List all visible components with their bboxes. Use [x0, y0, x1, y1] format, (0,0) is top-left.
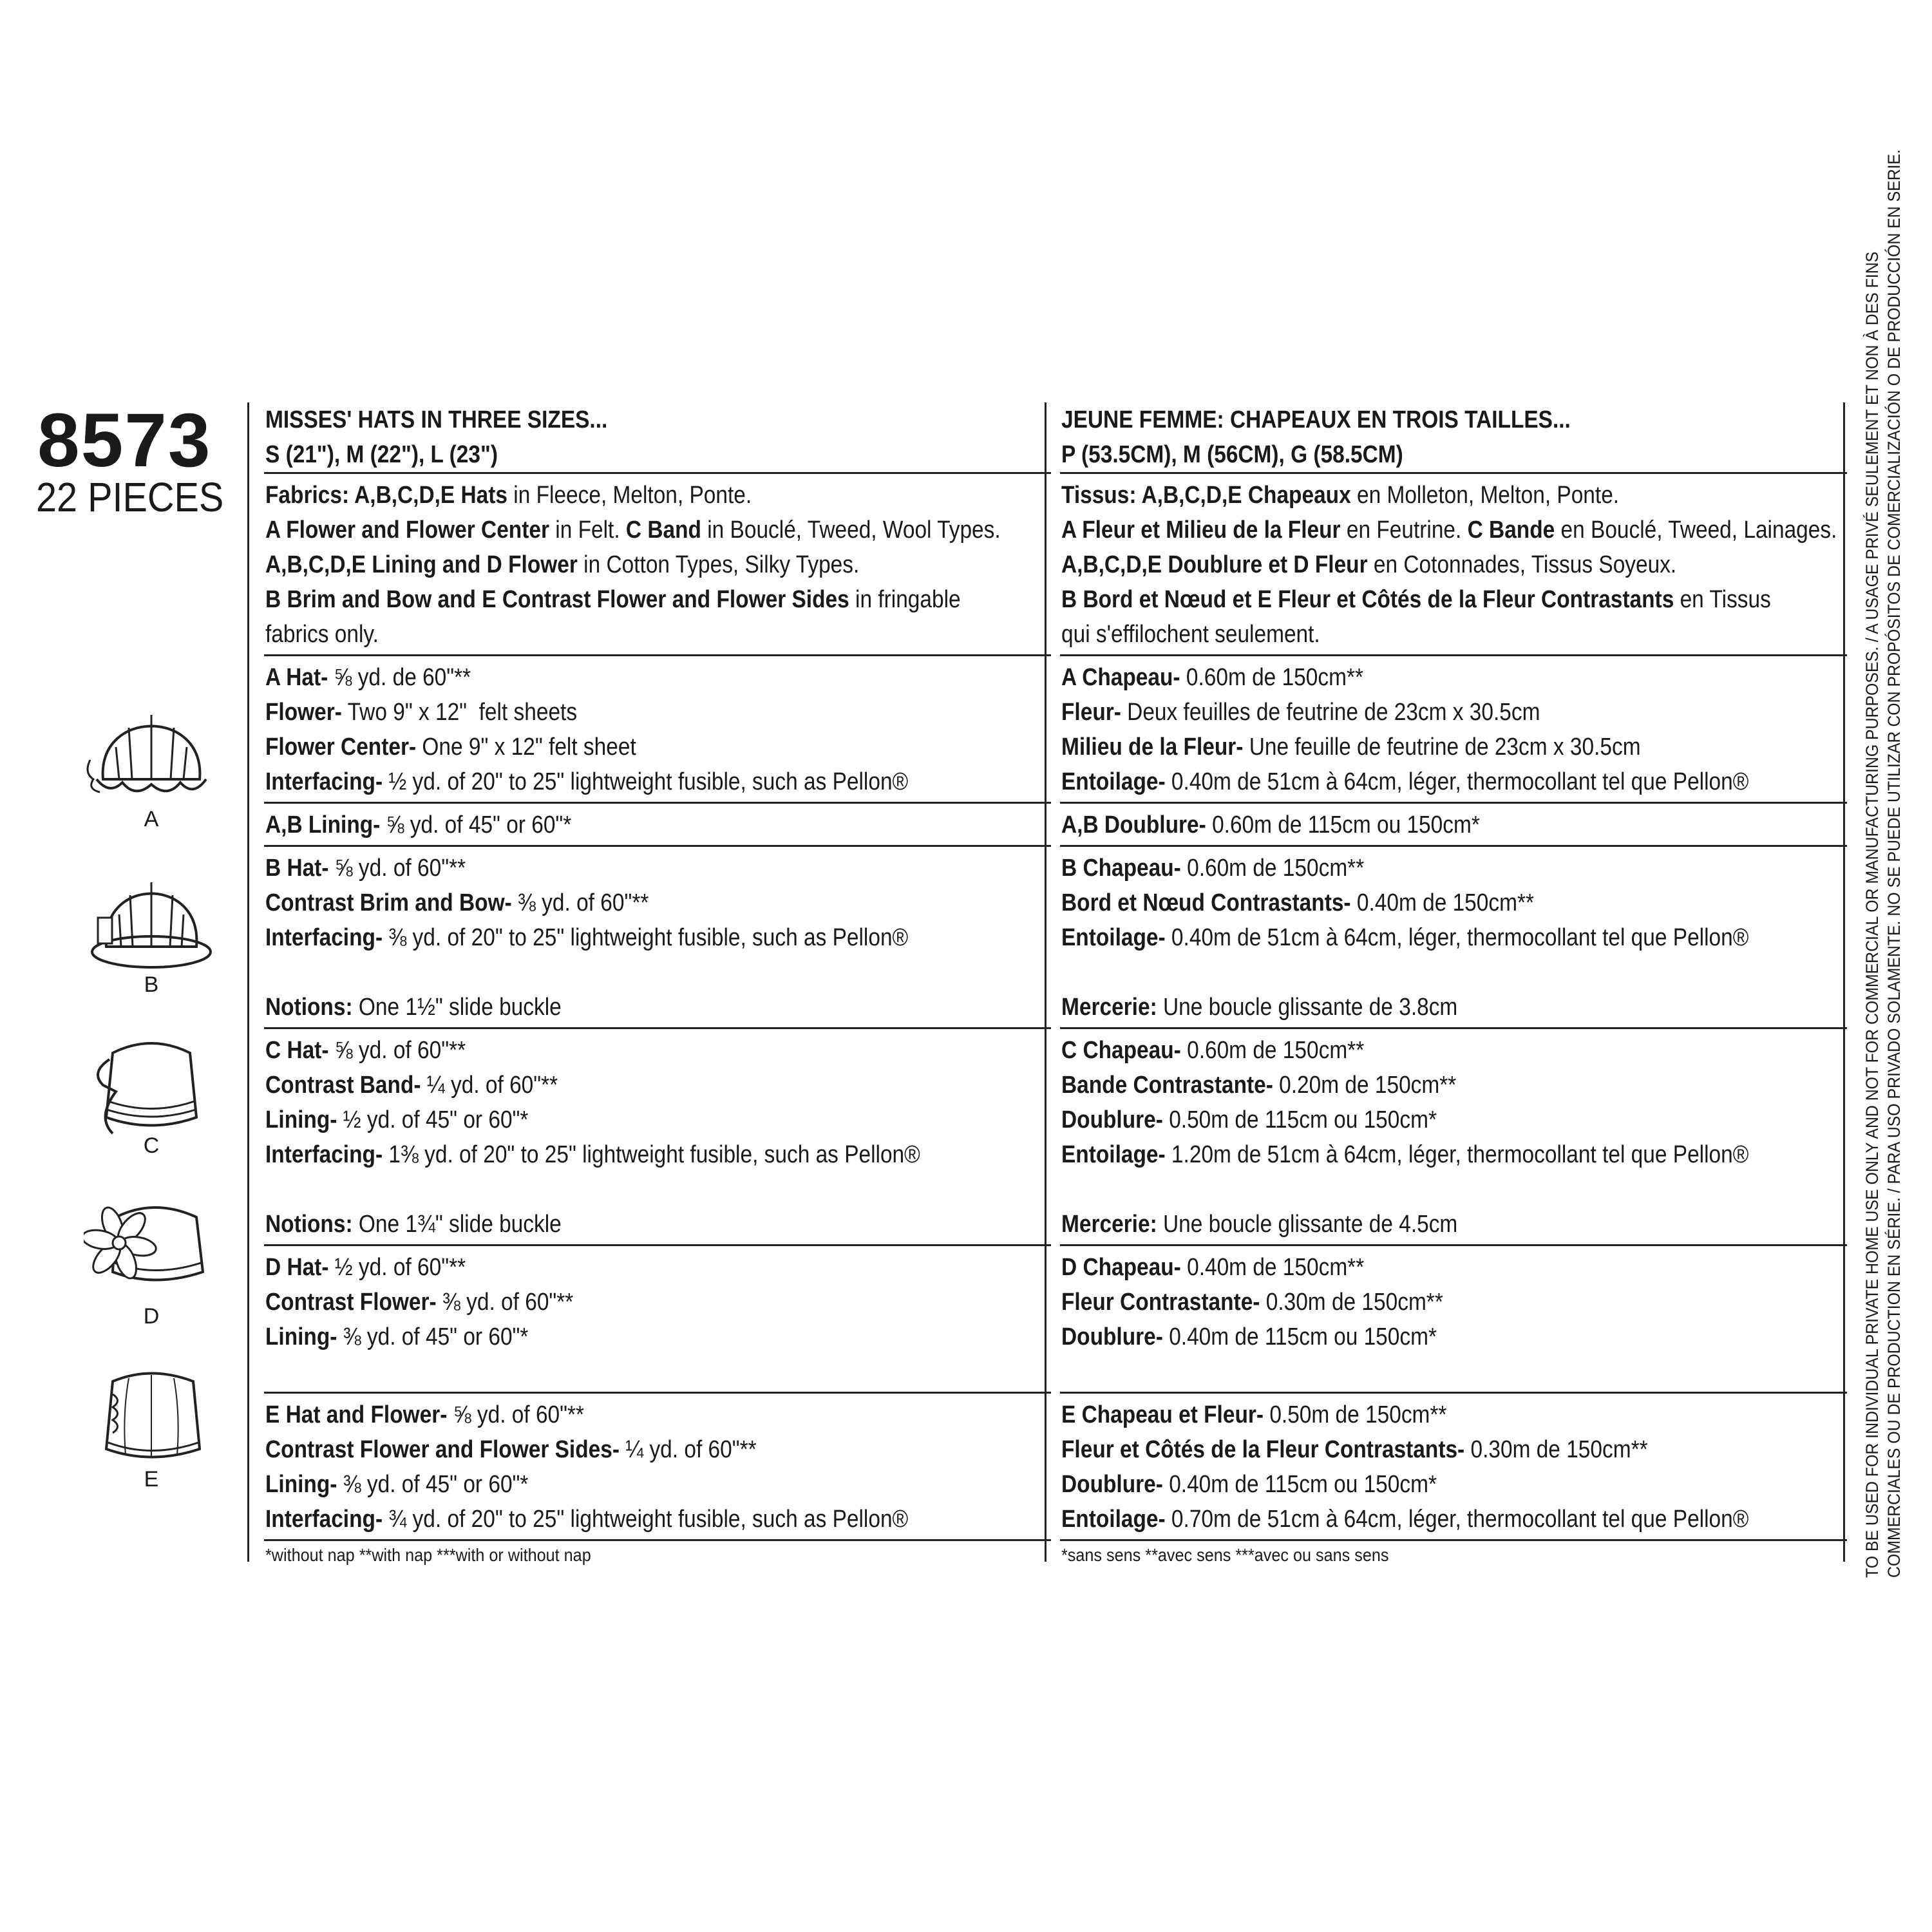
spec-line	[265, 1320, 957, 1354]
spec-text: ⅜ yd. of 45" or 60"*	[337, 1471, 529, 1498]
spec-line	[1061, 1250, 1753, 1285]
english-view-a	[265, 656, 1051, 802]
spec-text: in Felt.	[549, 516, 626, 544]
spec-line	[1061, 990, 1753, 1025]
spec-label: Flower Center-	[265, 734, 417, 761]
french-sizes: P (53.5CM), M (56CM), G (58.5CM)	[1061, 441, 1403, 468]
spec-line	[265, 764, 957, 799]
usage-disclaimer	[1861, 149, 1905, 1578]
spec-text: 0.30m de 150cm**	[1260, 1289, 1443, 1316]
spec-line	[1061, 1432, 1753, 1467]
spec-text: ⅝ yd. of 60"**	[447, 1401, 585, 1428]
spec-label: A,B Doublure-	[1061, 811, 1206, 838]
spec-label: Interfacing-	[265, 768, 383, 795]
spec-line	[1061, 1137, 1753, 1172]
spec-line	[265, 547, 957, 582]
spec-text: ½ yd. of 20" to 25" lightweight fusible, such as Pellon®	[383, 768, 909, 795]
spec-line	[1061, 851, 1753, 886]
spec-label: Bord et Nœud Contrastants-	[1061, 889, 1351, 916]
spec-text: in Cotton Types, Silky Types.	[577, 551, 860, 578]
spec-text: Une boucle glissante de 4.5cm	[1157, 1211, 1458, 1238]
spec-line	[265, 1467, 957, 1502]
spec-label: C Band	[625, 516, 701, 544]
spec-label: E Hat and Flower-	[265, 1401, 448, 1428]
spec-text: 0.40m de 150cm**	[1350, 889, 1534, 916]
spec-text: 0.60m de 115cm ou 150cm*	[1206, 811, 1480, 838]
spec-label: Entoilage-	[1061, 1141, 1166, 1168]
hat-view-e-sketch	[84, 1349, 219, 1478]
spec-label: B Hat-	[265, 855, 329, 882]
spec-text: ¼ yd. of 60"**	[421, 1072, 558, 1099]
french-view-b	[1061, 847, 1847, 1027]
spec-text: 0.60m de 150cm**	[1180, 1037, 1365, 1064]
spec-label: Milieu de la Fleur-	[1061, 734, 1244, 761]
french-view-a	[1061, 656, 1847, 802]
spec-text: qui s'effilochent seulement.	[1061, 621, 1320, 648]
spec-label: Entoilage-	[1061, 924, 1166, 951]
english-title: MISSES' HATS IN THREE SIZES...	[265, 406, 608, 433]
spec-line	[1061, 660, 1753, 695]
spec-label: Bande Contrastante-	[1061, 1072, 1273, 1099]
view-label-e: E	[144, 1467, 159, 1492]
spec-text: en Molleton, Melton, Ponte.	[1350, 482, 1620, 509]
spec-line	[1061, 1397, 1753, 1432]
rule	[1060, 1539, 1847, 1541]
spec-label: A Fleur et Milieu de la Fleur	[1061, 516, 1341, 544]
spec-text: en Feutrine.	[1340, 516, 1468, 544]
spec-text: ⅜ yd. of 45" or 60"*	[337, 1323, 529, 1350]
spec-label: A,B Lining-	[265, 811, 381, 838]
spec-line	[265, 1502, 957, 1537]
spec-text: 0.60m de 150cm**	[1180, 664, 1363, 691]
spec-text: ½ yd. of 45" or 60"*	[337, 1106, 529, 1133]
spec-label: Flower-	[265, 699, 342, 726]
spec-text: in Bouclé, Tweed, Wool Types.	[701, 516, 1001, 544]
hat-view-c-sketch	[84, 1021, 219, 1150]
french-view-d	[1061, 1246, 1847, 1392]
french-view-c	[1061, 1029, 1847, 1244]
english-view-c	[265, 1029, 1051, 1244]
spec-label: Doublure-	[1061, 1323, 1163, 1350]
spec-label: B Chapeau-	[1061, 855, 1181, 882]
spec-text: ⅜ yd. of 20" to 25" lightweight fusible, such as Pellon®	[383, 924, 909, 951]
spec-text: ⅝ yd. of 60"**	[328, 855, 466, 882]
spec-text: 0.50m de 150cm**	[1264, 1401, 1447, 1428]
spec-line	[1061, 1285, 1753, 1320]
spec-text: ⅝ yd. of 60"**	[328, 1037, 466, 1064]
spec-label: Contrast Band-	[265, 1072, 421, 1099]
spec-text: 0.60m de 150cm**	[1180, 855, 1365, 882]
spec-line	[1061, 955, 1753, 990]
divider-left	[247, 402, 249, 1562]
spec-label: D Hat-	[265, 1254, 329, 1281]
english-footnote: *without nap **with nap ***with or without nap	[265, 1545, 591, 1565]
english-lining-ab	[265, 804, 1051, 845]
english-sizes: S (21"), M (22"), L (23")	[265, 441, 498, 468]
spec-text: Une feuille de feutrine de 23cm x 30.5cm	[1243, 734, 1641, 761]
spec-label: Fabrics: A,B,C,D,E Hats	[265, 482, 507, 509]
spec-label: Lining-	[265, 1323, 337, 1350]
spec-line	[265, 808, 957, 842]
spec-text: ½ yd. of 60"**	[328, 1254, 466, 1281]
spec-label: Contrast Flower-	[265, 1289, 437, 1316]
spec-text: 0.20m de 150cm**	[1273, 1072, 1457, 1099]
spec-text: One 1¾" slide buckle	[352, 1211, 562, 1238]
spec-line	[265, 1033, 957, 1068]
spec-label: C Hat-	[265, 1037, 329, 1064]
spec-line	[1061, 886, 1753, 920]
spec-label: Notions:	[265, 1211, 353, 1238]
spec-label: D Chapeau-	[1061, 1254, 1181, 1281]
spec-line	[1061, 808, 1753, 842]
spec-text: en Bouclé, Tweed, Lainages.	[1555, 516, 1837, 544]
spec-line	[265, 478, 957, 513]
view-label-c: C	[143, 1133, 160, 1158]
spec-label: Notions:	[265, 994, 353, 1021]
spec-line	[265, 920, 957, 955]
spec-text: Deux feuilles de feutrine de 23cm x 30.5cm	[1121, 699, 1540, 726]
spec-line	[1061, 582, 1771, 617]
french-column	[1061, 402, 1847, 1568]
english-fabrics	[265, 474, 1051, 654]
spec-line	[1061, 547, 1753, 582]
spec-label: Tissus: A,B,C,D,E Chapeaux	[1061, 482, 1351, 509]
spec-line	[1061, 695, 1753, 730]
spec-line	[265, 1172, 957, 1207]
spec-label: Interfacing-	[265, 1141, 383, 1168]
spec-label: C Chapeau-	[1061, 1037, 1181, 1064]
disclaimer-line-2: COMMERCIALES OU DE PRODUCTION EN SÉRIE. / PARA USO PRIVADO SOLAMENTE. NO SE PUEDE UTILIZAR CON PROPÓSITOS DE COMERCIALIZACIÓN O DE PRODUCCIÓN EN SERIE.	[1884, 149, 1904, 1578]
spec-text: fabrics only.	[265, 621, 379, 648]
spec-label: Mercerie:	[1061, 994, 1157, 1021]
spec-line	[265, 582, 961, 617]
pattern-number: 8573	[37, 398, 212, 483]
disclaimer-line-1: TO BE USED FOR INDIVIDUAL PRIVATE HOME USE ONLY AND NOT FOR COMMERCIAL OR MANUFACTURING PURPOSES. / A USAGE PRIVÉ SEULEMENT ET NON À DES FINS	[1862, 251, 1882, 1578]
spec-line	[265, 660, 957, 695]
spec-label: Fleur-	[1061, 699, 1121, 726]
hat-view-a-sketch	[84, 683, 219, 811]
french-view-e	[1061, 1394, 1847, 1539]
french-fabrics	[1061, 474, 1847, 654]
spec-label: B Bord et Nœud et E Fleur et Côtés de la Fleur Contrastants	[1061, 586, 1674, 613]
spec-line	[265, 617, 957, 652]
english-view-d	[265, 1246, 1051, 1392]
spec-label: Interfacing-	[265, 924, 383, 951]
spec-line	[265, 1285, 957, 1320]
spec-line	[265, 513, 1001, 547]
spec-label: Doublure-	[1061, 1106, 1163, 1133]
spec-line	[1061, 513, 1837, 547]
view-label-a: A	[144, 807, 159, 831]
spec-line	[1061, 920, 1753, 955]
spec-text: One 1½" slide buckle	[352, 994, 562, 1021]
spec-line	[1061, 1467, 1753, 1502]
spec-text: en Tissus	[1674, 586, 1771, 613]
spec-text: ¾ yd. of 20" to 25" lightweight fusible, such as Pellon®	[383, 1506, 909, 1533]
spec-label: A Flower and Flower Center	[265, 516, 549, 544]
spec-text: ⅝ yd. de 60"**	[328, 664, 471, 691]
spec-line	[265, 1137, 957, 1172]
spec-text: in fringable	[849, 586, 961, 613]
spec-line	[265, 695, 957, 730]
spec-text: ⅝ yd. of 45" or 60"*	[380, 811, 572, 838]
spec-label: Fleur et Côtés de la Fleur Contrastants-	[1061, 1436, 1465, 1463]
spec-label: Contrast Brim and Bow-	[265, 889, 512, 916]
spec-line	[265, 1250, 957, 1285]
english-column	[265, 402, 1051, 1568]
spec-text: 0.50m de 115cm ou 150cm*	[1162, 1106, 1437, 1133]
spec-text: 1⅜ yd. of 20" to 25" lightweight fusible, such as Pellon®	[383, 1141, 920, 1168]
french-lining-ab	[1061, 804, 1847, 845]
spec-text: Two 9" x 12" felt sheets	[341, 699, 578, 726]
spec-label: Doublure-	[1061, 1471, 1163, 1498]
spec-line	[265, 1103, 957, 1137]
spec-line	[1061, 1068, 1753, 1103]
spec-label: Lining-	[265, 1106, 337, 1133]
spec-text: 0.40m de 150cm**	[1180, 1254, 1365, 1281]
spec-line	[1061, 1502, 1753, 1537]
english-view-b	[265, 847, 1051, 1027]
spec-line	[1061, 1354, 1753, 1389]
french-title: JEUNE FEMME: CHAPEAUX EN TROIS TAILLES...	[1061, 406, 1571, 433]
spec-text: ⅜ yd. of 60"**	[511, 889, 649, 916]
spec-line	[1061, 1207, 1753, 1242]
spec-label: Entoilage-	[1061, 768, 1166, 795]
spec-line	[265, 730, 957, 764]
spec-label: A,B,C,D,E Doublure et D Fleur	[1061, 551, 1368, 578]
spec-line	[1061, 478, 1753, 513]
spec-text: 1.20m de 51cm à 64cm, léger, thermocollant tel que Pellon®	[1165, 1141, 1749, 1168]
spec-line	[265, 1068, 957, 1103]
spec-text: in Fleece, Melton, Ponte.	[507, 482, 752, 509]
spec-label: E Chapeau et Fleur-	[1061, 1401, 1264, 1428]
spec-label: Lining-	[265, 1471, 337, 1498]
pieces-count: 22 PIECES	[36, 474, 224, 520]
spec-text: 0.40m de 115cm ou 150cm*	[1162, 1471, 1437, 1498]
spec-text: 0.40m de 115cm ou 150cm*	[1162, 1323, 1437, 1350]
spec-label: A,B,C,D,E Lining and D Flower	[265, 551, 578, 578]
spec-line	[265, 990, 957, 1025]
spec-text: 0.70m de 51cm à 64cm, léger, thermocollant tel que Pellon®	[1165, 1506, 1749, 1533]
spec-text: ¼ yd. of 60"**	[619, 1436, 757, 1463]
spec-line	[265, 1354, 957, 1389]
spec-text: One 9" x 12" felt sheet	[416, 734, 636, 761]
spec-label: A Chapeau-	[1061, 664, 1180, 691]
spec-label: Fleur Contrastante-	[1061, 1289, 1260, 1316]
view-label-b: B	[144, 972, 159, 997]
spec-label: Mercerie:	[1061, 1211, 1157, 1238]
hat-view-d-sketch	[84, 1179, 219, 1307]
spec-line	[265, 1397, 957, 1432]
english-view-e	[265, 1394, 1051, 1539]
spec-line	[265, 1432, 957, 1467]
spec-line	[1061, 1103, 1753, 1137]
hat-view-b-sketch	[84, 850, 219, 979]
spec-label: Entoilage-	[1061, 1506, 1166, 1533]
spec-text: 0.40m de 51cm à 64cm, léger, thermocollant tel que Pellon®	[1165, 768, 1749, 795]
view-label-d: D	[143, 1304, 160, 1329]
spec-line	[265, 1207, 957, 1242]
spec-text: ⅜ yd. of 60"**	[436, 1289, 574, 1316]
spec-line	[1061, 1172, 1753, 1207]
spec-line	[1061, 730, 1753, 764]
spec-label: A Hat-	[265, 664, 328, 691]
spec-text: 0.30m de 150cm**	[1464, 1436, 1648, 1463]
spec-label: B Brim and Bow and E Contrast Flower and Flower Sides	[265, 586, 849, 613]
spec-line	[265, 955, 957, 990]
spec-label: C Bande	[1467, 516, 1555, 544]
spec-line	[265, 886, 957, 920]
rule	[264, 1539, 1051, 1541]
spec-text: Une boucle glissante de 3.8cm	[1157, 994, 1458, 1021]
spec-text: 0.40m de 51cm à 64cm, léger, thermocollant tel que Pellon®	[1165, 924, 1749, 951]
spec-label: Contrast Flower and Flower Sides-	[265, 1436, 620, 1463]
spec-line	[265, 851, 957, 886]
french-footnote: *sans sens **avec sens ***avec ou sans sens	[1061, 1545, 1389, 1565]
spec-line	[1061, 764, 1753, 799]
spec-line	[1061, 617, 1753, 652]
spec-label: Interfacing-	[265, 1506, 383, 1533]
spec-text: en Cotonnades, Tissus Soyeux.	[1367, 551, 1677, 578]
spec-line	[1061, 1320, 1753, 1354]
spec-line	[1061, 1033, 1753, 1068]
